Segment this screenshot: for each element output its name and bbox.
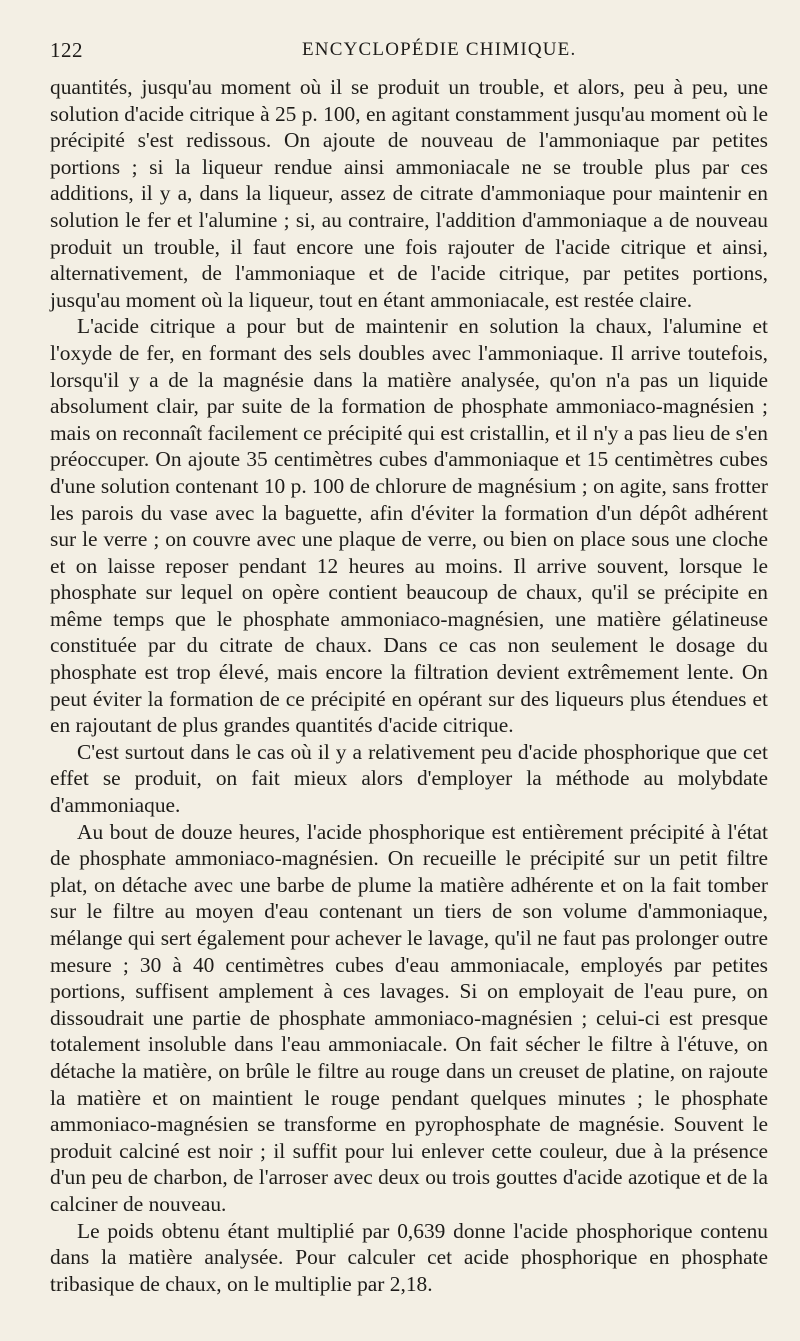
body-text xyxy=(50,74,768,1297)
paragraph-calculation: Le poids obtenu étant multiplié par 0,639 donne l'acide phosphorique contenu dans la matière analysée. Pour calculer cet acide phosphorique en phosphate tribasique de chaux, on le multiplie par 2,18. xyxy=(50,1218,768,1296)
running-header xyxy=(50,38,768,68)
page-number: 122 xyxy=(50,38,83,62)
paragraph-filtration-calcination: Au bout de douze heures, l'acide phosphorique est entièrement précipité à l'état de phosphate ammoniaco-magnésien. On recueille le précipité sur un petit filtre plat, on détache avec une barbe de plume la matière adhérente et on la fait tomber sur le filtre au moyen d'eau contenant un tiers de son volume d'ammoniaque, mélange qui sert également pour achever le lavage, qu'il ne faut pas prolonger outre mesure ; 30 à 40 centimètres cubes d'eau ammoniacale, employés par petites portions, suffisent amplement à ces lavages. Si on employait de l'eau pure, on dissoudrait une partie de phosphate ammoniaco-magnésien ; celui-ci est presque totalement insoluble dans l'eau ammoniacale. On fait sécher le filtre à l'étuve, on détache la matière, on brûle le filtre au rouge dans un creuset de platine, on rajoute la matière et on maintient le rouge pendant quelques minutes ; le phosphate ammoniaco-magnésien se transforme en pyrophosphate de magnésie. Souvent le produit calciné est noir ; il suffit pour lui enlever cette couleur, due à la présence d'un peu de charbon, de l'arroser avec deux ou trois gouttes d'acide azotique et de la calciner de nouveau. xyxy=(50,819,768,1216)
paragraph-citric-acid-role: L'acide citrique a pour but de maintenir en solution la chaux, l'alumine et l'oxyde de fer, en formant des sels doubles avec l'ammoniaque. Il arrive toutefois, lorsqu'il y a de la magnésie dans la matière analysée, qu'on n'a pas un liquide absolument clair, par suite de la formation de phosphate ammoniaco-magnésien ; mais on reconnaît facilement ce précipité qui est cristallin, et il n'y a pas lieu de s'en préoccuper. On ajoute 35 centimètres cubes d'ammoniaque et 15 centimètres cubes d'une solution contenant 10 p. 100 de chlorure de magnésium ; on agite, sans frotter les parois du vase avec la baguette, afin d'éviter la formation d'un dépôt adhérent sur le verre ; on couvre avec une plaque de verre, ou bien on place sous une cloche et on laisse reposer pendant 12 heures au moins. Il arrive souvent, lorsque le phosphate sur lequel on opère contient beaucoup de chaux, qu'il se précipite en même temps que le phosphate ammoniaco-magnésien, une matière gélatineuse constituée par du citrate de chaux. Dans ce cas non seulement le dosage du phosphate est trop élevé, mais encore la filtration devient extrêmement lente. On peut éviter la formation de ce précipité en opérant sur des liqueurs plus étendues et en rajoutant de plus grandes quantités d'acide citrique. xyxy=(50,314,768,738)
paragraph-continuation: quantités, jusqu'au moment où il se produit un trouble, et alors, peu à peu, une solution d'acide citrique à 25 p. 100, en agitant constamment jusqu'au moment où le précipité s'est redissous. On ajoute de nouveau de l'ammoniaque par petites portions ; si la liqueur rendue ainsi ammoniacale ne se trouble plus par ces additions, il y a, dans la liqueur, assez de citrate d'ammoniaque pour maintenir en solution le fer et l'alumine ; si, au contraire, l'addition d'ammoniaque a de nouveau produit un trouble, il faut encore une fois rajouter de l'acide citrique et ainsi, alternativement, de l'ammoniaque et de l'acide citrique, par petites portions, jusqu'au moment où la liqueur, tout en étant ammoniacale, est restée claire. xyxy=(50,75,768,312)
paragraph-molybdate-method: C'est surtout dans le cas où il y a relativement peu d'acide phosphorique que cet effet se produit, on fait mieux alors d'employer la méthode au molybdate d'ammoniaque. xyxy=(50,739,768,818)
running-title: ENCYCLOPÉDIE CHIMIQUE. xyxy=(302,39,577,60)
